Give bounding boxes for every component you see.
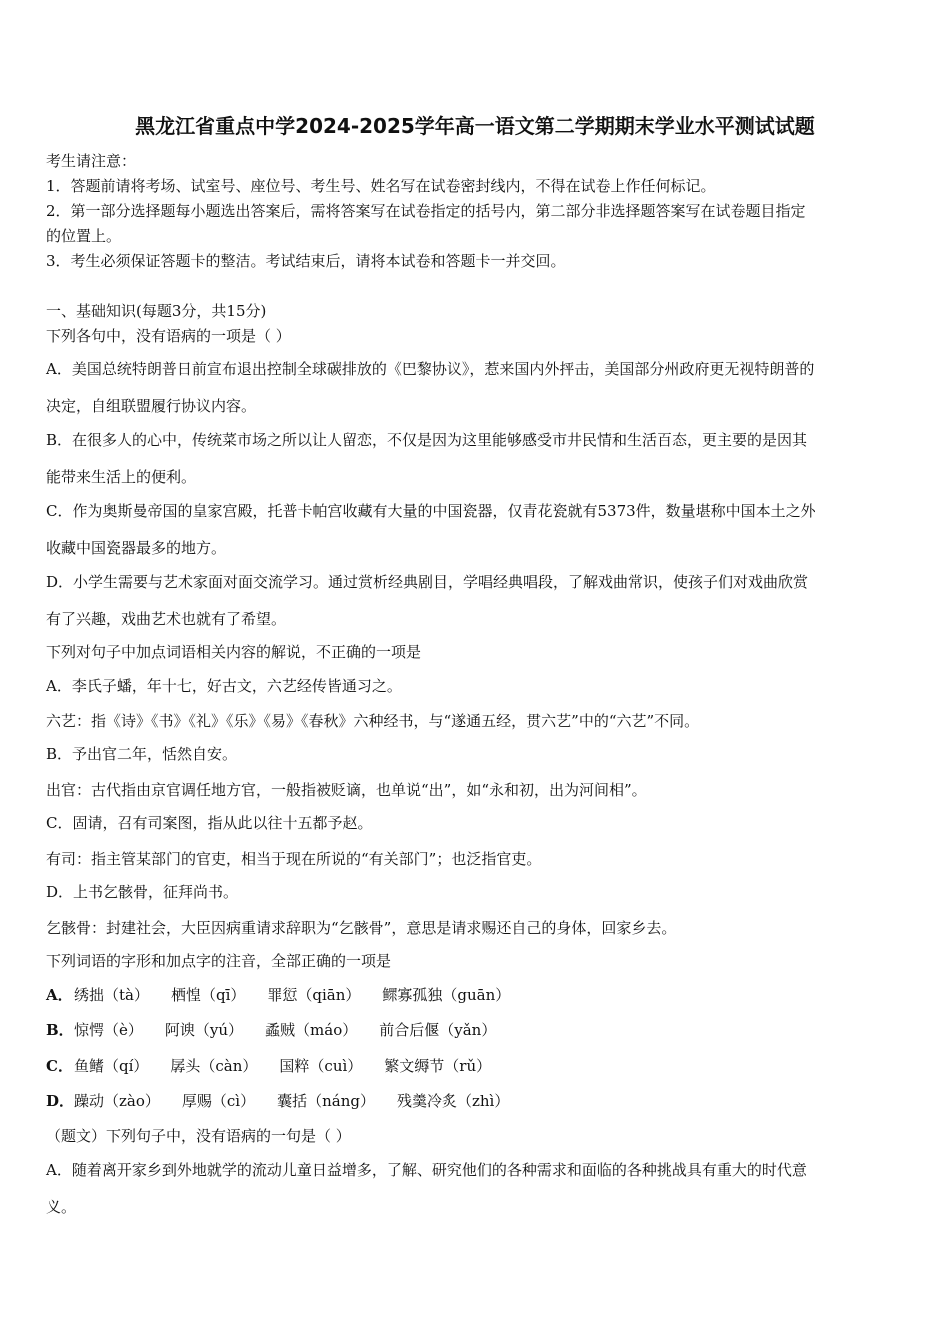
q3-word: 惊愕（è） [74, 1021, 143, 1039]
q3-option-label: A． [46, 986, 73, 1004]
q1-option-c: C．作为奥斯曼帝国的皇家宫殿，托普卡帕宫收藏有大量的中国瓷器，仅青花瓷就有5373件，数量堪称中国本土之外 [46, 502, 816, 520]
q3-option-label: B． [46, 1021, 74, 1039]
q3-option-label: C． [46, 1057, 73, 1075]
q3-word: 孱头（càn） [170, 1057, 258, 1075]
q3-option-label: D． [46, 1092, 75, 1110]
q3-word: 阿谀（yú） [164, 1021, 244, 1039]
page-title: 黑龙江省重点中学2024-2025学年高一语文第二学期期末学业水平测试试题 [135, 114, 815, 138]
q3-word: 前合后偃（yǎn） [379, 1021, 497, 1039]
q2-option-d: D．上书乞骸骨，征拜尚书。 [46, 883, 239, 901]
q2-option-c: C．固请，召有司案图，指从此以往十五都予赵。 [46, 814, 373, 832]
section-heading: 一、基础知识(每题3分，共15分) [46, 302, 267, 320]
notice-item-1: 1．答题前请将考场、试室号、座位号、考生号、姓名写在试卷密封线内，不得在试卷上作任何标记。 [46, 177, 716, 195]
q3-word: 残羹冷炙（zhì） [396, 1092, 510, 1110]
q2-option-c-explanation: 有司：指主管某部门的官吏，相当于现在所说的“有关部门”；也泛指官吏。 [46, 850, 542, 868]
notice-heading: 考生请注意： [46, 152, 137, 170]
q2-option-a-explanation: 六艺：指《诗》《书》《礼》《乐》《易》《春秋》六种经书，与“遂通五经，贯六艺”中的“六艺”不同。 [46, 712, 700, 730]
q2-option-b-explanation: 出官：古代指由京官调任地方官，一般指被贬谪，也单说“出”，如“永和初，出为河间相”。 [46, 781, 647, 799]
q3-word: 蟊贼（máo） [265, 1021, 358, 1039]
q3-word: 罪愆（qiān） [267, 986, 361, 1004]
q2-option-b: B．予出官二年，恬然自安。 [46, 745, 238, 763]
q3-option-a [46, 984, 532, 1006]
q1-option-c-cont: 收藏中国瓷器最多的地方。 [46, 539, 227, 557]
q1-option-b: B．在很多人的心中，传统菜市场之所以让人留恋，不仅是因为这里能够感受市井民情和生活百态，更主要的是因其 [46, 431, 808, 449]
q3-option-d [46, 1090, 531, 1112]
q3-stem: 下列词语的字形和加点字的注音，全部正确的一项是 [46, 952, 392, 970]
q3-word: 栖惶（qī） [170, 986, 246, 1004]
q3-word: 囊括（náng） [277, 1092, 375, 1110]
q3-word: 绣拙（tà） [74, 986, 149, 1004]
q3-word: 国粹（cuì） [279, 1057, 363, 1075]
q3-word: 鱼鳍（qí） [74, 1057, 149, 1075]
q1-option-b-cont: 能带来生活上的便利。 [46, 468, 197, 486]
q1-option-d-cont: 有了兴趣，戏曲艺术也就有了希望。 [46, 610, 287, 628]
q2-option-d-explanation: 乞骸骨：封建社会，大臣因病重请求辞职为“乞骸骨”，意思是请求赐还自己的身体，回家乡去。 [46, 919, 677, 937]
q4-option-a-cont: 义。 [46, 1198, 77, 1216]
q3-option-c [46, 1055, 513, 1077]
q1-option-d: D．小学生需要与艺术家面对面交流学习。通过赏析经典剧目，学唱经典唱段，了解戏曲常识，使孩子们对戏曲欣赏 [46, 573, 809, 591]
q2-stem: 下列对句子中加点词语相关内容的解说，不正确的一项是 [46, 643, 422, 661]
q3-word: 厚赐（cì） [181, 1092, 256, 1110]
q4-option-a: A．随着离开家乡到外地就学的流动儿童日益增多，了解、研究他们的各种需求和面临的各种挑战具有重大的时代意 [46, 1161, 807, 1179]
q3-option-b [46, 1019, 518, 1041]
q3-word: 鳏寡孤独（guān） [382, 986, 511, 1004]
q4-stem: （题文）下列句子中，没有语病的一句是（ ） [46, 1127, 351, 1145]
q1-option-a-cont: 决定，自组联盟履行协议内容。 [46, 397, 257, 415]
q1-option-a: A．美国总统特朗普日前宣布退出控制全球碳排放的《巴黎协议》，惹来国内外抨击，美国部分州政府更无视特朗普的 [46, 360, 815, 378]
q3-word: 躁动（zào） [74, 1092, 160, 1110]
notice-item-2-cont: 的位置上。 [46, 227, 122, 245]
notice-item-2: 2．第一部分选择题每小题选出答案后，需将答案写在试卷指定的括号内，第二部分非选择题答案写在试卷题目指定 [46, 202, 806, 220]
q1-stem: 下列各句中，没有语病的一项是（ ） [46, 327, 291, 345]
notice-item-3: 3．考生必须保证答题卡的整洁。考试结束后，请将本试卷和答题卡一并交回。 [46, 252, 566, 270]
q2-option-a: A．李氏子蟠，年十七，好古文，六艺经传皆通习之。 [46, 677, 402, 695]
q3-word: 繁文缛节（rǔ） [384, 1057, 492, 1075]
